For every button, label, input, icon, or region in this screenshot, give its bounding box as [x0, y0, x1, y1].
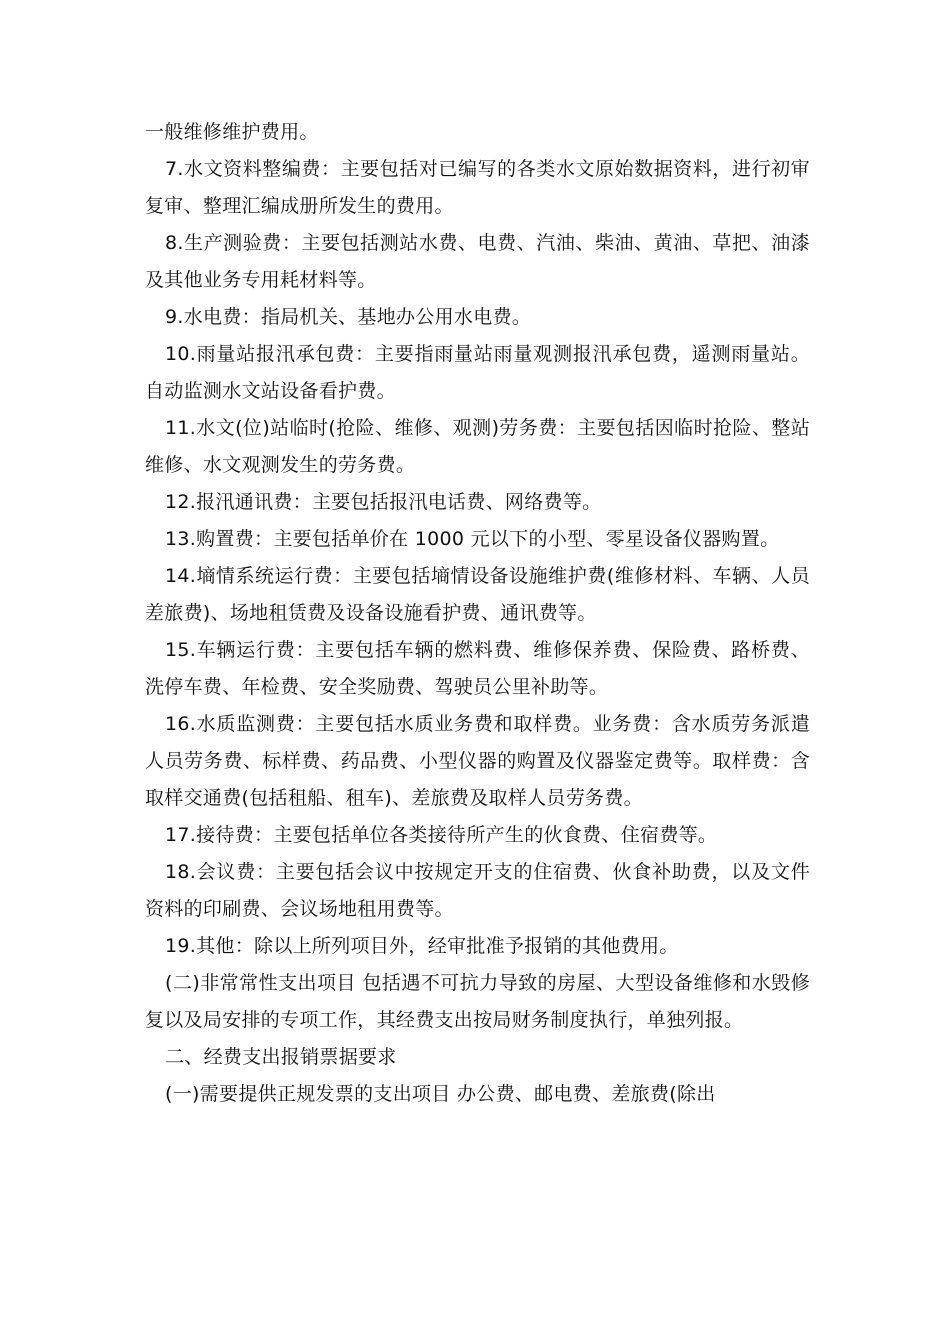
paragraph-item-7: 7.水文资料整编费：主要包括对已编写的各类水文原始数据资料，进行初审复审、整理汇编成册所发生的费用。: [145, 158, 810, 217]
paragraph-item-17: 17.接待费：主要包括单位各类接待所产生的伙食费、住宿费等。: [165, 824, 718, 846]
paragraph-continuation: 一般维修维护费用。: [145, 121, 319, 143]
paragraph-item-15: 15.车辆运行费：主要包括车辆的燃料费、维修保养费、保险费、路桥费、洗停车费、年检费、安全奖励费、驾驶员公里补助等。: [145, 639, 810, 698]
paragraph-item-19: 19.其他：除以上所列项目外，经审批准予报销的其他费用。: [165, 935, 679, 957]
paragraph-item-9: 9.水电费：指局机关、基地办公用水电费。: [165, 306, 532, 328]
paragraph-item-18: 18.会议费：主要包括会议中按规定开支的住宿费、伙食补助费，以及文件资料的印刷费、会议场地租用费等。: [145, 861, 810, 920]
paragraph-invoice-items: (一)需要提供正规发票的支出项目 办公费、邮电费、差旅费(除出: [165, 1083, 716, 1105]
paragraph-item-11: 11.水文(位)站临时(抢险、维修、观测)劳务费：主要包括因临时抢险、整站维修、水文观测发生的劳务费。: [145, 417, 810, 476]
paragraph-item-12: 12.报汛通讯费：主要包括报汛电话费、网络费等。: [165, 491, 602, 513]
paragraph-nonrecurring: (二)非常常性支出项目 包括遇不可抗力导致的房屋、大型设备维修和水毁修复以及局安排的专项工作，其经费支出按局财务制度执行，单独列报。: [145, 972, 810, 1031]
paragraph-item-14: 14.墒情系统运行费：主要包括墒情设备设施维护费(维修材料、车辆、人员差旅费)、场地租赁费及设备设施看护费、通讯费等。: [145, 565, 810, 624]
paragraph-item-16: 16.水质监测费：主要包括水质业务费和取样费。业务费：含水质劳务派遣人员劳务费、标样费、药品费、小型仪器的购置及仪器鉴定费等。取样费：含取样交通费(包括租船、租车)、差旅费及取样人员劳务费。: [145, 713, 810, 809]
document-body: [145, 114, 810, 1113]
paragraph-item-13: 13.购置费：主要包括单价在 1000 元以下的小型、零星设备仪器购置。: [165, 528, 780, 550]
paragraph-item-10: 10.雨量站报汛承包费：主要指雨量站雨量观测报汛承包费，遥测雨量站。自动监测水文站设备看护费。: [145, 343, 810, 402]
section-heading: 二、经费支出报销票据要求: [165, 1046, 397, 1068]
paragraph-item-8: 8.生产测验费：主要包括测站水费、电费、汽油、柴油、黄油、草把、油漆及其他业务专用耗材料等。: [145, 232, 810, 291]
